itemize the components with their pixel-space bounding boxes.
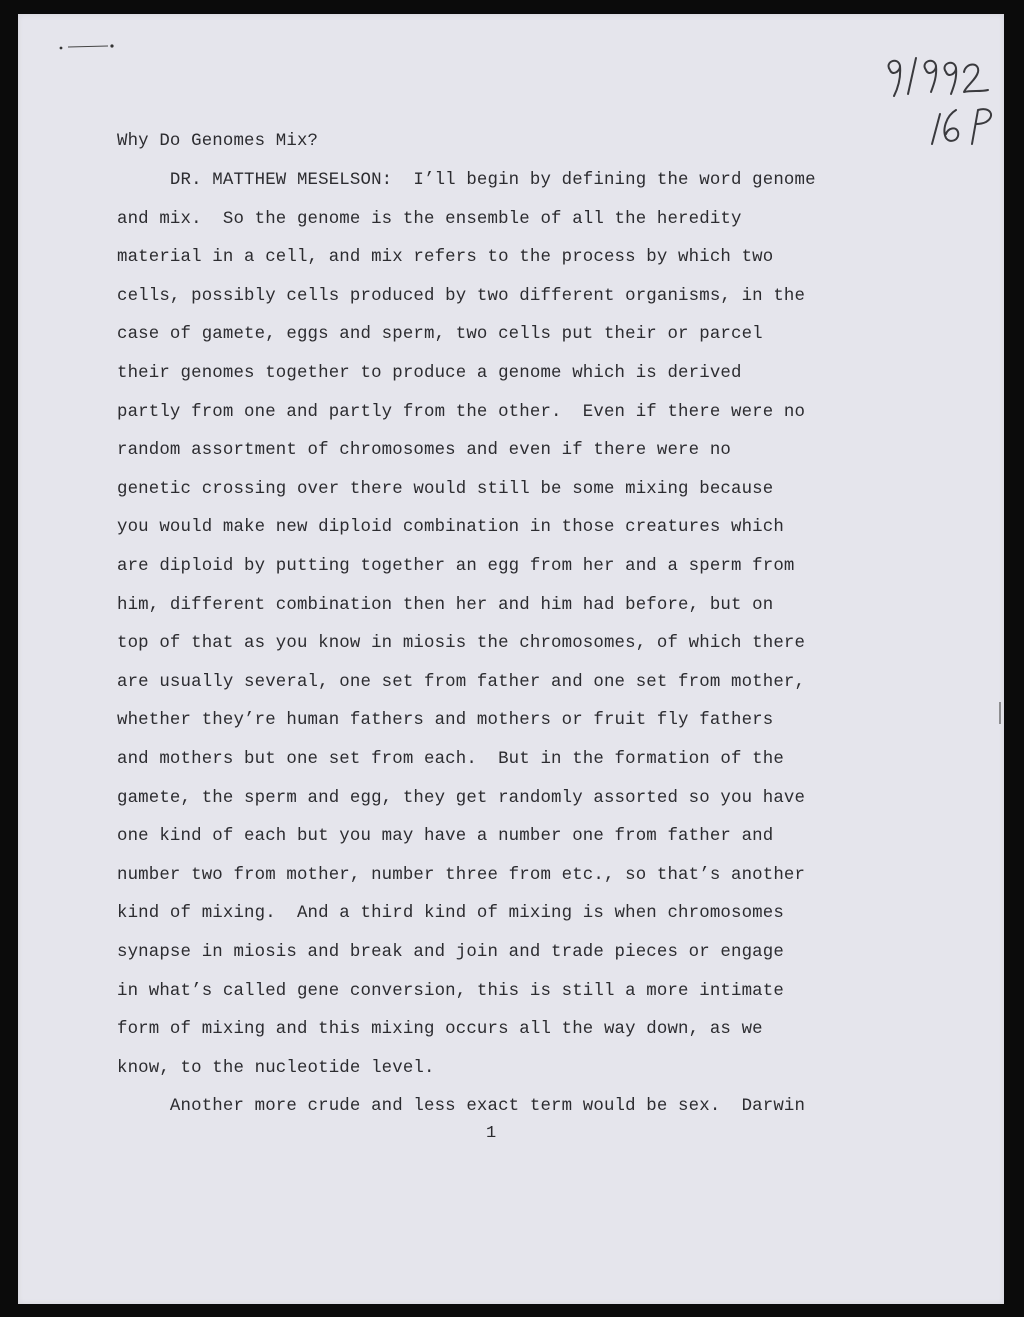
body-line-7: partly from one and partly from the other. Even if there were no xyxy=(117,402,806,422)
body-line-10: you would make new diploid combination in those creatures which xyxy=(117,518,784,538)
body-line-13: top of that as you know in miosis the chromosomes, of which there xyxy=(117,634,806,654)
document-title: Why Do Genomes Mix? xyxy=(117,132,319,151)
body-line-20: kind of mixing. And a third kind of mixing is when chromosomes xyxy=(117,904,784,924)
body-line-22: in what’s called gene conversion, this is still a more intimate xyxy=(117,981,784,1001)
page-number: 1 xyxy=(486,1124,497,1143)
body-line-18: one kind of each but you may have a number one from father and xyxy=(117,827,774,847)
body-line-2: and mix. So the genome is the ensemble of all the heredity xyxy=(117,209,742,229)
body-line-21: synapse in miosis and break and join and trade pieces or engage xyxy=(117,943,784,962)
body-line-16: and mothers but one set from each. But in the formation of the xyxy=(117,750,784,769)
body-line-3: material in a cell, and mix refers to the process by which two xyxy=(117,248,774,268)
body-line-1: DR. MATTHEW MESELSON: I’ll begin by defining the word genome xyxy=(117,171,816,190)
body-line-4: cells, possibly cells produced by two different organisms, in the xyxy=(117,286,806,306)
body-line-8: random assortment of chromosomes and even if there were no xyxy=(117,441,731,461)
page-edge-mark xyxy=(999,702,1001,724)
body-line-12: him, different combination then her and him had before, but on xyxy=(117,595,774,615)
body-line-17: gamete, the sperm and egg, they get randomly assorted so you have xyxy=(117,788,806,808)
body-line-5: case of gamete, eggs and sperm, two cells put their or parcel xyxy=(117,325,763,345)
body-line-15: whether they’re human fathers and mothers or fruit fly fathers xyxy=(117,711,774,731)
body-line-23: form of mixing and this mixing occurs all the way down, as we xyxy=(117,1020,763,1040)
body-line-14: are usually several, one set from father and one set from mother, xyxy=(117,672,806,692)
body-line-6: their genomes together to produce a genome which is derived xyxy=(117,364,742,383)
body-line-9: genetic crossing over there would still be some mixing because xyxy=(117,479,774,499)
handwritten-annotation xyxy=(880,50,1000,150)
body-line-25: Another more crude and less exact term would be sex. Darwin xyxy=(117,1097,806,1117)
body-line-24: know, to the nucleotide level. xyxy=(117,1058,435,1078)
body-line-11: are diploid by putting together an egg from her and a sperm from xyxy=(117,557,795,576)
pencil-mark xyxy=(58,40,116,54)
body-line-19: number two from mother, number three from etc., so that’s another xyxy=(117,865,806,885)
